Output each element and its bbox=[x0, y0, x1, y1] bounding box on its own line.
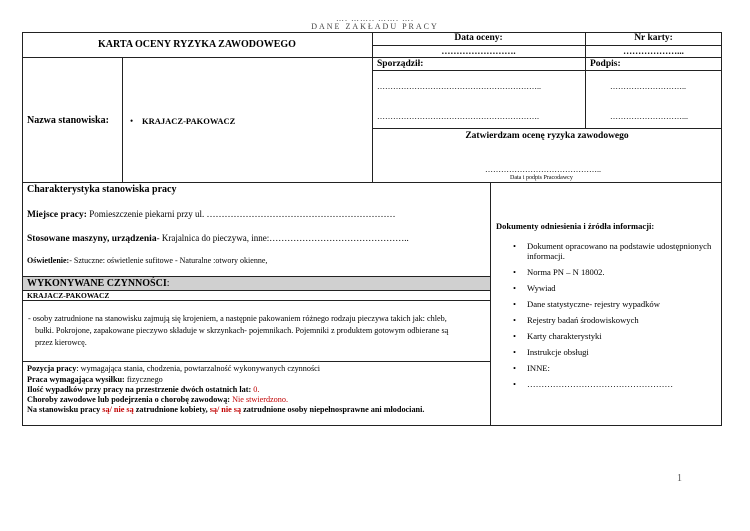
praca-wysilek: Praca wymagająca wysiłku: fizycznego bbox=[27, 375, 163, 384]
bullet-icon: • bbox=[130, 116, 134, 126]
list-item: • Instrukcje obsługi bbox=[509, 347, 719, 357]
divider bbox=[22, 361, 490, 362]
list-item: • Dane statystyczne- rejestry wypadków bbox=[509, 299, 719, 309]
header-company-data: DANE ZAKŁADU PRACY bbox=[311, 22, 439, 31]
zatrudnienie-info: Na stanowisku pracy są/ nie są zatrudnione kobiety, są/ nie są zatrudnione osoby niepełnosprawne ani młodociani. bbox=[27, 405, 425, 414]
czynnosci-subtitle: KRAJACZ-PAKOWACZ bbox=[27, 291, 110, 300]
list-item: • Rejestry badań środowiskowych bbox=[509, 315, 719, 325]
nazwa-stanowiska-label: Nazwa stanowiska: bbox=[27, 115, 109, 126]
divider bbox=[490, 182, 491, 426]
choroby-zawodowe: Choroby zawodowe lub podejrzenia o chorobę zawodową: Nie stwierdzono. bbox=[27, 395, 289, 404]
divider bbox=[372, 128, 722, 129]
divider bbox=[22, 300, 490, 301]
zatwierdzam-label: Zatwierdzam ocenę ryzyka zawodowego bbox=[465, 131, 629, 141]
list-item[interactable]: • …………………………………………… bbox=[509, 379, 719, 389]
dokumenty-list bbox=[509, 241, 719, 395]
nr-karty-label: Nr karty: bbox=[634, 33, 673, 43]
nazwa-stanowiska-value: KRAJACZ-PAKOWACZ bbox=[142, 116, 236, 126]
list-item: • Wywiad bbox=[509, 283, 719, 293]
sporzadzil-field-2[interactable]: ……………………………………………………. bbox=[377, 112, 539, 121]
pracodawca-caption: Data i podpis Pracodawcy bbox=[510, 175, 573, 181]
charakterystyka-title: Charakterystyka stanowiska pracy bbox=[27, 184, 177, 195]
list-item: • Karty charakterystyki bbox=[509, 331, 719, 341]
czynnosci-text-2: bułki. Pokrojone, zapakowane pieczywo składuje w skrzynkach- pojemnikach. Pojemniki z produktem gotowym odbierane są bbox=[35, 326, 449, 335]
maszyny-urzadzenia: Stosowane maszyny, urządzenia- Krajalnica do pieczywa, inne:……………………………………….. bbox=[27, 233, 409, 244]
dokumenty-title: Dokumenty odniesienia i źródła informacji: bbox=[496, 221, 655, 231]
divider bbox=[122, 57, 123, 182]
czynnosci-text-1: - osoby zatrudnione na stanowisku zajmują się krojeniem, a następnie pakowaniem różnego rodzaju pieczywa takich jak: chleb, bbox=[28, 314, 447, 323]
header-dots: …. …….. ……. …. bbox=[336, 14, 414, 23]
list-item: • Dokument opracowano na podstawie udostępnionych informacji. bbox=[509, 241, 719, 261]
czynnosci-text-3: przez kierowcę. bbox=[35, 338, 87, 347]
podpis-field[interactable]: ……………………….. bbox=[610, 82, 686, 91]
data-oceny-field[interactable]: ……………………. bbox=[441, 46, 516, 56]
podpis-label: Podpis: bbox=[590, 59, 621, 69]
divider bbox=[22, 276, 490, 277]
miejsce-pracy: Miejsce pracy: Pomieszczenie piekarni przy ul. ……………………………………………………… bbox=[27, 209, 396, 220]
oswietlenie: Oświetlenie:- Sztuczne: oświetlenie sufitowe - Naturalne :otwory okienne, bbox=[27, 256, 268, 265]
ilosc-wypadkow: Ilość wypadków przy pracy na przestrzenie dwóch ostatnich lat: 0. bbox=[27, 385, 260, 394]
pracodawca-signature-field[interactable]: …………………………………….. bbox=[485, 165, 601, 174]
czynnosci-title: WYKONYWANE CZYNNOŚCI: bbox=[27, 278, 170, 289]
divider bbox=[22, 182, 722, 183]
form-title: KARTA OCENY RYZYKA ZAWODOWEGO bbox=[98, 39, 296, 50]
divider bbox=[372, 70, 722, 71]
sporzadzil-label: Sporządził: bbox=[377, 59, 424, 69]
page-number: 1 bbox=[677, 473, 682, 484]
podpis-field-2[interactable]: ………………………... bbox=[610, 112, 688, 121]
sporzadzil-field[interactable]: …………………………………………………….. bbox=[377, 82, 541, 91]
pozycja-pracy: Pozycja pracy: wymagająca stania, chodzenia, powtarzalność wykonywanych czynności bbox=[27, 364, 321, 373]
data-oceny-label: Data oceny: bbox=[454, 33, 503, 43]
list-item: • Norma PN – N 18002. bbox=[509, 267, 719, 277]
nr-karty-field[interactable]: ………………... bbox=[623, 46, 684, 56]
list-item: • INNE: bbox=[509, 363, 719, 373]
